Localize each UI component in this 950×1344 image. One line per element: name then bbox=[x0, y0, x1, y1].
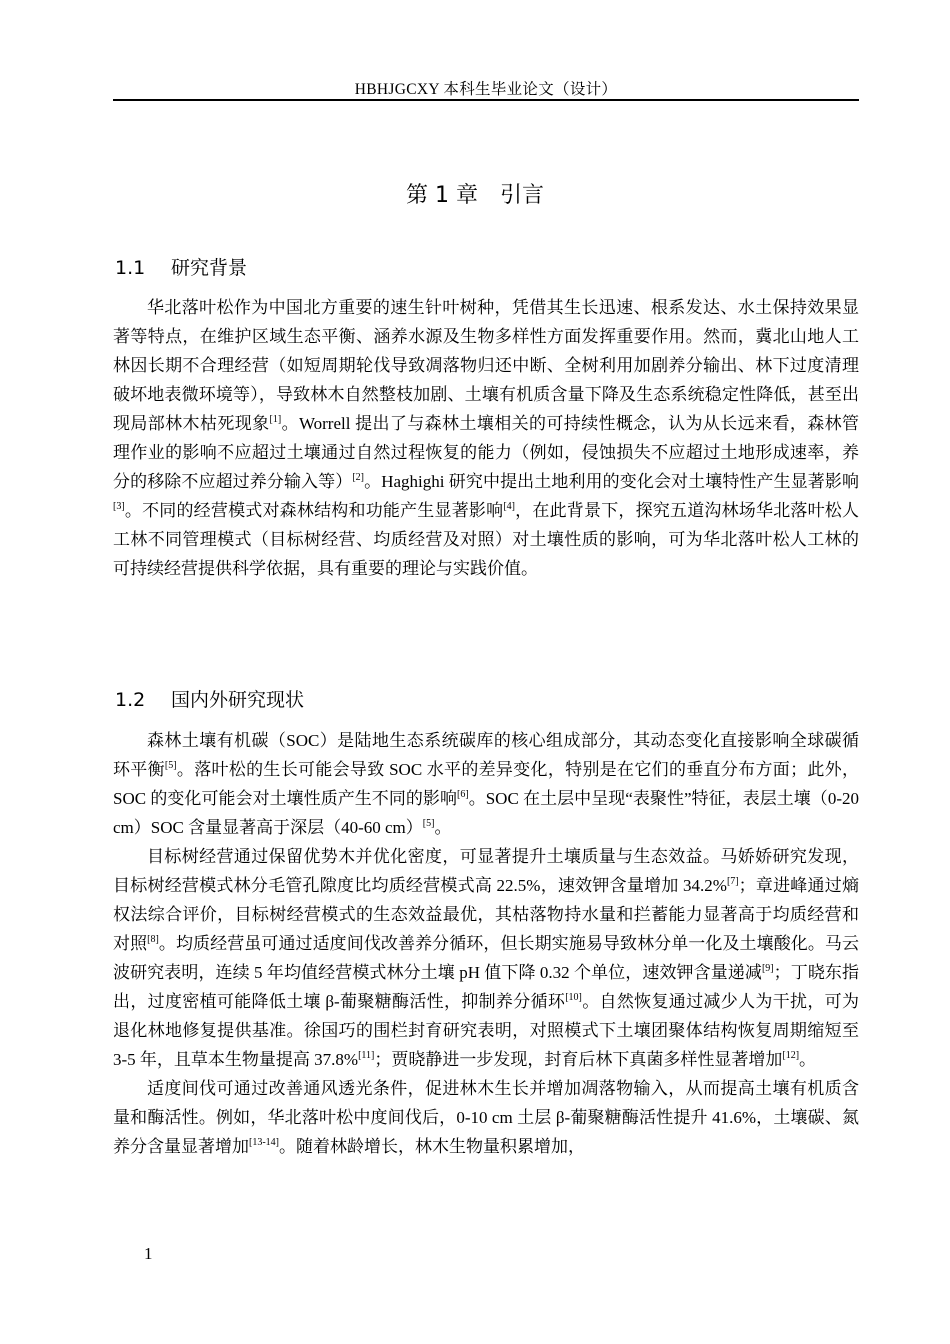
citation: [3] bbox=[113, 501, 125, 512]
citation: [8] bbox=[147, 934, 159, 945]
paragraph: 适度间伐可通过改善通风透光条件，促进林木生长并增加凋落物输入，从而提高土壤有机质含量和酶活性。例如，华北落叶松中度间伐后，0-10 cm 土层 β-葡聚糖酶活性提升 41.6%，土壤碳、氮养分含量显著增加[13-14]。随着林龄增长，林木生物量积累增加， bbox=[113, 1079, 859, 1156]
citation: [13-14] bbox=[249, 1137, 279, 1148]
section-1-1-body bbox=[113, 293, 859, 583]
section-number: 1.1 bbox=[115, 257, 146, 279]
citation: [11] bbox=[358, 1050, 375, 1061]
section-1-2-body bbox=[113, 726, 859, 1161]
paragraph: 目标树经营通过保留优势木并优化密度，可显著提升土壤质量与生态效益。马娇娇研究发现，目标树经营模式林分毛管孔隙度比均质经营模式高 22.5%，速效钾含量增加 34.2%[7]；章进峰通过熵权法综合评价，目标树经营模式的生态效益最优，其枯落物持水量和拦蓄能力显著高于均质经营和对照[8]。均质经营虽可通过适度间伐改善养分循环，但长期实施易导致林分单一化及土壤酸化。马云波研究表明，连续 5 年均值经营模式林分土壤 pH 值下降 0.32 个单位，速效钾含量递减[9]；丁晓东指出，过度密植可能降低土壤 β-葡聚糖酶活性，抑制养分循环[10]。自然恢复通过减少人为干扰，可为退化林地修复提供基准。徐国巧的围栏封育研究表明，对照模式下土壤团聚体结构恢复周期缩短至 3-5 年，且草本生物量提高 37.8%[11]；贾晓静进一步发现，封育后林下真菌多样性显著增加[12]。 bbox=[113, 847, 859, 1069]
section-heading-1-2 bbox=[115, 685, 304, 712]
chapter-heading bbox=[0, 178, 950, 209]
citation: [7] bbox=[726, 876, 739, 887]
citation: [5] bbox=[164, 760, 177, 771]
citation: [9] bbox=[761, 963, 774, 974]
citation: [5] bbox=[422, 818, 435, 829]
citation: [6] bbox=[456, 789, 469, 800]
citation: [1] bbox=[269, 414, 282, 425]
page-number: 1 bbox=[144, 1244, 153, 1263]
running-header: HBHJGCXY 本科生毕业论文（设计） bbox=[354, 81, 618, 98]
citation: [4] bbox=[503, 501, 515, 512]
chapter-number: 第 1 章 bbox=[406, 183, 478, 208]
section-title: 研究背景 bbox=[171, 257, 248, 279]
section-title: 国内外研究现状 bbox=[171, 689, 305, 711]
citation: [12] bbox=[782, 1050, 800, 1061]
paragraph: 华北落叶松作为中国北方重要的速生针叶树种，凭借其生长迅速、根系发达、水土保持效果显著等特点，在维护区域生态平衡、涵养水源及生物多样性方面发挥重要作用。然而，冀北山地人工林因长期不合理经营（如短周期轮伐导致凋落物归还中断、全树利用加剧养分输出、林下过度清理破坏地表微环境等），导致林木自然整枝加剧、土壤有机质含量下降及生态系统稳定性降低，甚至出现局部林木枯死现象[1]。Worrell 提出了与森林土壤相关的可持续性概念，认为从长远来看，森林管理作业的影响不应超过土壤通过自然过程恢复的能力（例如，侵蚀损失不应超过土地形成速率，养分的移除不应超过养分输入等）[2]。Haghighi 研究中提出土地利用的变化会对土壤特性产生显著影响[3]。不同的经营模式对森林结构和功能产生显著影响[4]，在此背景下，探究五道沟林场华北落叶松人工林不同管理模式（目标树经营、均质经营及对照）对土壤性质的影响，可为华北落叶松人工林的可持续经营提供科学依据，具有重要的理论与实践价值。 bbox=[113, 298, 860, 578]
chapter-title: 引言 bbox=[499, 183, 544, 208]
citation: [2] bbox=[352, 472, 364, 483]
citation: [10] bbox=[565, 992, 582, 1003]
section-heading-1-1 bbox=[115, 253, 247, 280]
header-rule bbox=[113, 99, 859, 101]
section-number: 1.2 bbox=[115, 689, 146, 711]
paragraph: 森林土壤有机碳（SOC）是陆地生态系统碳库的核心组成部分，其动态变化直接影响全球碳循环平衡[5]。落叶松的生长可能会导致 SOC 水平的差异变化，特别是在它们的垂直分布方面；此外，SOC 的变化可能会对土壤性质产生不同的影响[6]。SOC 在土层中呈现“表聚性”特征，表层土壤（0-20 cm）SOC 含量显著高于深层（40-60 cm）[5]。 bbox=[113, 731, 860, 837]
